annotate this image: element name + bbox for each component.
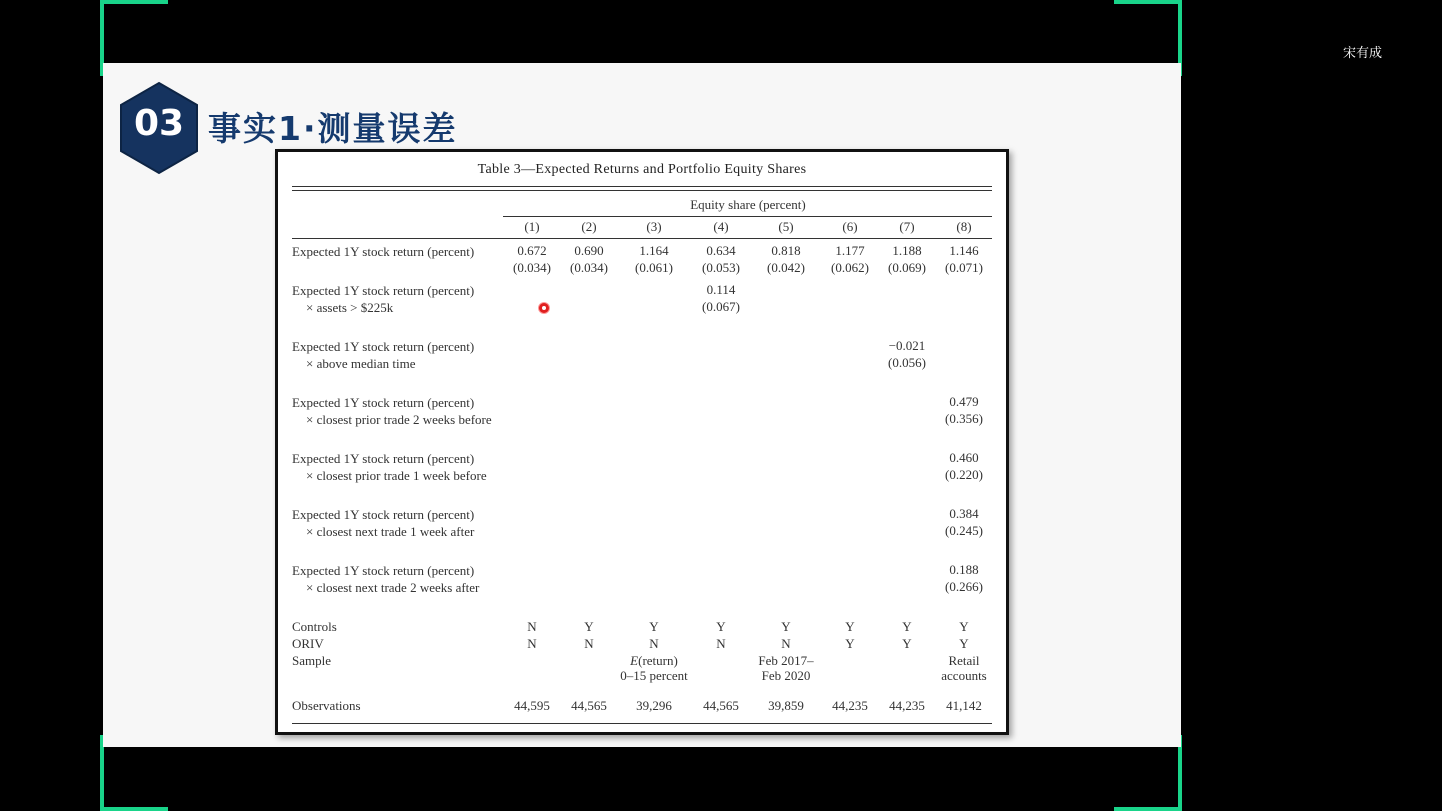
row-label: Expected 1Y stock return (percent) xyxy=(292,339,475,354)
controls-cell: Y xyxy=(781,619,791,634)
coefficient-cell: 0.384 xyxy=(949,506,979,521)
coefficient-cell: 1.164 xyxy=(639,243,669,258)
row-sublabel: × closest next trade 2 weeks after xyxy=(306,580,480,595)
controls-label: Controls xyxy=(292,619,337,634)
group-header: Equity share (percent) xyxy=(690,197,806,212)
observations-cell: 44,565 xyxy=(703,698,739,713)
column-header: (8) xyxy=(956,219,972,234)
bottom-rule xyxy=(292,723,992,724)
std-error-cell: (0.034) xyxy=(570,260,608,275)
row-label: Expected 1Y stock return (percent) xyxy=(292,244,475,259)
std-error-cell: (0.071) xyxy=(945,260,983,275)
std-error-cell: (0.061) xyxy=(635,260,673,275)
mouse-pointer xyxy=(538,302,550,314)
oriv-cell: Y xyxy=(959,636,969,651)
controls-cell: Y xyxy=(902,619,912,634)
row-sublabel: × closest prior trade 2 weeks before xyxy=(306,412,492,427)
row-label: Expected 1Y stock return (percent) xyxy=(292,283,475,298)
sample-cell: Feb 2017– xyxy=(758,653,814,668)
column-header: (3) xyxy=(646,219,662,234)
controls-cell: N xyxy=(527,619,537,634)
observations-cell: 44,235 xyxy=(889,698,925,713)
section-number: 03 xyxy=(133,103,185,144)
group-underline xyxy=(503,216,992,217)
std-error-cell: (0.067) xyxy=(702,299,740,314)
sample-cell: E(return) xyxy=(630,653,678,668)
row-label: Expected 1Y stock return (percent) xyxy=(292,395,475,410)
top-rule xyxy=(292,186,992,187)
observations-cell: 39,859 xyxy=(768,698,804,713)
std-error-cell: (0.220) xyxy=(945,467,983,482)
coefficient-cell: 1.177 xyxy=(835,243,865,258)
controls-cell: Y xyxy=(649,619,659,634)
sample-cell-line2: accounts xyxy=(941,668,987,683)
oriv-label: ORIV xyxy=(292,636,324,651)
row-label: Expected 1Y stock return (percent) xyxy=(292,563,475,578)
oriv-cell: N xyxy=(649,636,659,651)
row-sublabel: × closest next trade 1 week after xyxy=(306,524,475,539)
column-header: (4) xyxy=(713,219,729,234)
oriv-cell: Y xyxy=(845,636,855,651)
oriv-cell: Y xyxy=(902,636,912,651)
std-error-cell: (0.056) xyxy=(888,355,926,370)
participant-name: 宋有成 xyxy=(1343,46,1383,61)
column-header: (2) xyxy=(581,219,597,234)
oriv-cell: N xyxy=(527,636,537,651)
std-error-cell: (0.042) xyxy=(767,260,805,275)
frame-corner-bl-h xyxy=(100,807,168,811)
std-error-cell: (0.053) xyxy=(702,260,740,275)
frame-corner-tr-h xyxy=(1114,0,1182,4)
controls-cell: Y xyxy=(716,619,726,634)
std-error-cell: (0.062) xyxy=(831,260,869,275)
sample-label: Sample xyxy=(292,653,331,668)
observations-cell: 39,296 xyxy=(636,698,672,713)
sample-cell: Retail xyxy=(948,653,980,668)
column-header: (6) xyxy=(842,219,858,234)
coefficient-cell: 0.818 xyxy=(771,243,801,258)
column-header: (5) xyxy=(778,219,794,234)
table-figure xyxy=(275,149,1009,735)
std-error-cell: (0.266) xyxy=(945,579,983,594)
std-error-cell: (0.356) xyxy=(945,411,983,426)
coefficient-cell: 0.114 xyxy=(706,282,736,297)
controls-cell: Y xyxy=(845,619,855,634)
header-rule xyxy=(292,238,992,239)
sample-cell-line2: Feb 2020 xyxy=(761,668,811,683)
coefficient-cell: 0.188 xyxy=(949,562,979,577)
coefficient-cell: 1.188 xyxy=(892,243,922,258)
shared-slide xyxy=(103,63,1181,747)
observations-cell: 41,142 xyxy=(946,698,982,713)
std-error-cell: (0.034) xyxy=(513,260,551,275)
column-header: (7) xyxy=(899,219,915,234)
frame-corner-br-h xyxy=(1114,807,1182,811)
table-caption: Table 3—Expected Returns and Portfolio Equity Shares xyxy=(477,162,807,177)
std-error-cell: (0.069) xyxy=(888,260,926,275)
coefficient-cell: 1.146 xyxy=(949,243,979,258)
coefficient-cell: 0.460 xyxy=(949,450,979,465)
coefficient-cell: −0.021 xyxy=(888,338,926,353)
row-label: Expected 1Y stock return (percent) xyxy=(292,451,475,466)
observations-cell: 44,565 xyxy=(571,698,607,713)
observations-cell: 44,595 xyxy=(514,698,550,713)
oriv-cell: N xyxy=(584,636,594,651)
coefficient-cell: 0.634 xyxy=(706,243,736,258)
coefficient-cell: 0.672 xyxy=(517,243,547,258)
frame-corner-tl-h xyxy=(100,0,168,4)
column-header: (1) xyxy=(524,219,540,234)
row-sublabel: × closest prior trade 1 week before xyxy=(306,468,487,483)
row-sublabel: × assets > $225k xyxy=(306,300,394,315)
row-sublabel: × above median time xyxy=(306,356,416,371)
slide-title: 事实1·测量误差 xyxy=(208,109,458,148)
top-rule-2 xyxy=(292,190,992,191)
controls-cell: Y xyxy=(584,619,594,634)
coefficient-cell: 0.479 xyxy=(949,394,979,409)
coefficient-cell: 0.690 xyxy=(574,243,604,258)
std-error-cell: (0.245) xyxy=(945,523,983,538)
controls-cell: Y xyxy=(959,619,969,634)
sample-cell-line2: 0–15 percent xyxy=(620,668,688,683)
oriv-cell: N xyxy=(716,636,726,651)
observations-cell: 44,235 xyxy=(832,698,868,713)
row-label: Expected 1Y stock return (percent) xyxy=(292,507,475,522)
oriv-cell: N xyxy=(781,636,791,651)
observations-label: Observations xyxy=(292,698,361,713)
